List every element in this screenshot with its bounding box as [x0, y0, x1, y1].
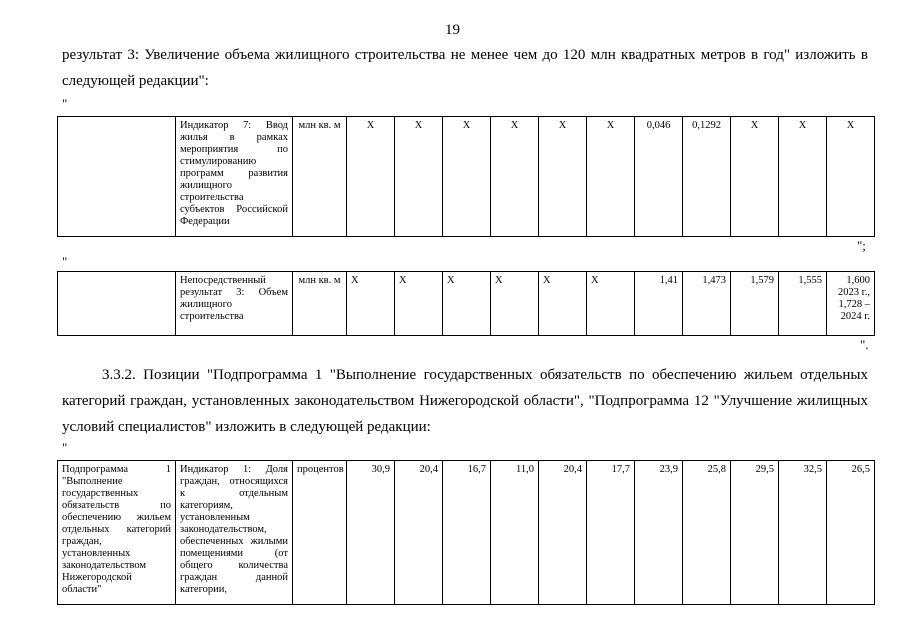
program-name-cell: Подпрограмма 1 "Выполнение государственных обязательств по обеспечению жильем отдельных категорий граждан, установленных законодательством Нижегородской области" [58, 461, 176, 605]
closing-quote: ". [860, 337, 869, 352]
value-cell: 26,5 [827, 461, 875, 605]
value-cell: 23,9 [635, 461, 683, 605]
section-paragraph: 3.3.2. Позиции "Подпрограмма 1 "Выполнение государственных обязательств по обеспечению жильем отдельных категорий граждан, установленных законодательством Нижегородской области", "Подпрограмма 12 "Улучшение жилищных условий специалистов" изложить в следующей редакции: [62, 367, 868, 435]
value-cell: 20,4 [539, 461, 587, 605]
value-cell: X [491, 117, 539, 237]
opening-quote: " [62, 96, 68, 111]
indicator-name-cell: Непосредственный результат 3: Объем жилищного строительства [176, 272, 293, 336]
intro-paragraph: результат 3: Увеличение объема жилищного строительства не менее чем до 120 млн квадратных метров в год" изложить в следующей редакции": [62, 47, 868, 89]
unit-cell: млн кв. м [293, 117, 347, 237]
indicator-7-table [57, 116, 875, 237]
value-cell: 32,5 [779, 461, 827, 605]
closing-quote: "; [857, 238, 866, 253]
value-cell: X [779, 117, 827, 237]
value-cell: 25,8 [683, 461, 731, 605]
value-cell: 1,473 [683, 272, 731, 336]
indicator-name-cell: Индикатор 7: Ввод жилья в рамках мероприятия по стимулированию программ развития жилищного строительства субъектов Российской Федерации [176, 117, 293, 237]
value-cell: X [443, 272, 491, 336]
value-cell: X [347, 272, 395, 336]
unit-cell: млн кв. м [293, 272, 347, 336]
value-cell: 17,7 [587, 461, 635, 605]
empty-program-cell [58, 117, 176, 237]
value-cell: X [395, 117, 443, 237]
value-cell: X [347, 117, 395, 237]
value-cell: X [491, 272, 539, 336]
value-cell: X [395, 272, 443, 336]
value-cell: X [827, 117, 875, 237]
value-cell: X [731, 117, 779, 237]
value-cell: X [539, 272, 587, 336]
value-cell: X [443, 117, 491, 237]
value-cell-multiline: 1,600 2023 г., 1,728 – 2024 г. [827, 272, 875, 336]
value-cell: 30,9 [347, 461, 395, 605]
value-cell: X [539, 117, 587, 237]
value-cell: 20,4 [395, 461, 443, 605]
value-cell: 1,579 [731, 272, 779, 336]
value-cell: 11,0 [491, 461, 539, 605]
direct-result-3-table [57, 271, 875, 336]
value-cell: X [587, 272, 635, 336]
opening-quote: " [62, 440, 68, 455]
value-cell: 1,555 [779, 272, 827, 336]
indicator-name-cell: Индикатор 1: Доля граждан, относящихся к отдельным категориям, установленным законодательством, обеспеченных жилыми помещениями (от общего количества граждан данной категории, [176, 461, 293, 605]
empty-program-cell [58, 272, 176, 336]
value-cell: 1,41 [635, 272, 683, 336]
subprogram-1-table [57, 460, 875, 605]
page-number: 19 [445, 22, 460, 38]
value-cell: X [587, 117, 635, 237]
value-cell: 0,046 [635, 117, 683, 237]
opening-quote: " [62, 254, 68, 269]
value-cell: 0,1292 [683, 117, 731, 237]
value-cell: 16,7 [443, 461, 491, 605]
value-cell: 29,5 [731, 461, 779, 605]
unit-cell: процентов [293, 461, 347, 605]
